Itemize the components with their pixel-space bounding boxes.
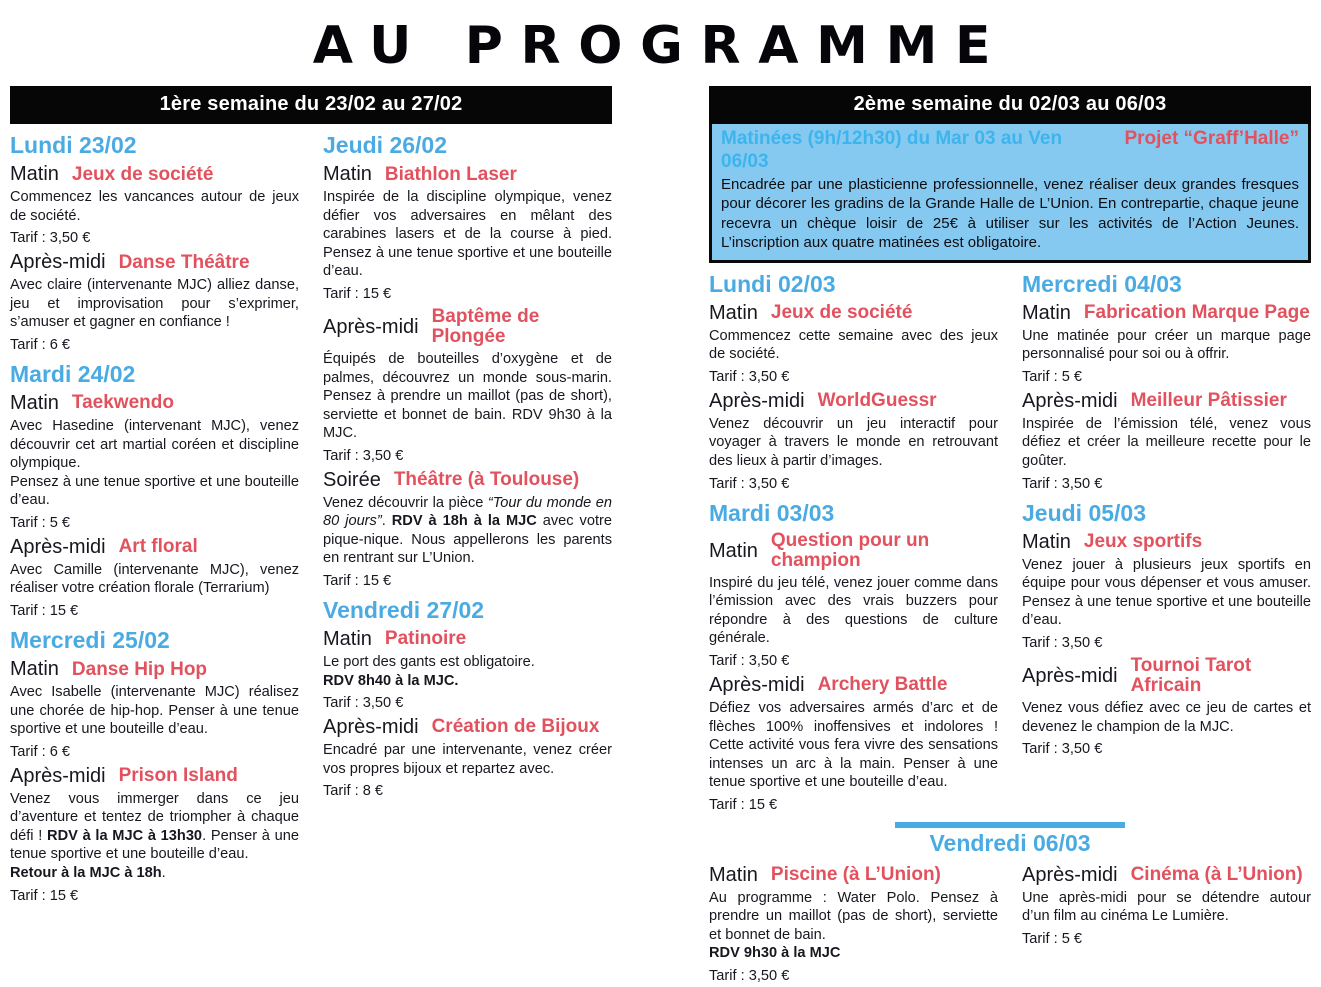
day-heading: Mardi 24/02	[10, 360, 136, 387]
day-block-lundi-02	[709, 272, 998, 492]
slot-header	[323, 307, 612, 348]
activity-title: Fabrication Marque Page	[1083, 302, 1310, 324]
activity-description: Défiez vos adversaires armés d’arc et de flèches 100% inoffensives et indolores ! Cette activité vous fera vivre des sensations intenses un arc à la main. Penser à une tenue sportive et une bouteille d’eau.	[709, 700, 998, 791]
activity-slot	[709, 531, 998, 669]
slot-header	[323, 716, 612, 739]
slot-header	[709, 864, 998, 887]
period-label: Après-midi	[323, 315, 419, 338]
slot-header	[1022, 656, 1311, 697]
period-label: Matin	[709, 539, 758, 562]
activity-description: Inspirée de la discipline olympique, venez défier vos adversaires en mêlant des carabines lasers et de la course à pied. Pensez à une tenue sportive et une bouteille d’eau.	[323, 189, 612, 280]
period-label: Matin	[1022, 301, 1071, 324]
day-heading: Vendredi 06/03	[929, 829, 1091, 856]
slot-header	[1022, 864, 1311, 887]
slot-header	[1022, 390, 1311, 413]
price-label: Tarif : 15 €	[10, 887, 79, 904]
graff-halle-info-box	[709, 124, 1311, 263]
info-box-project-title: Projet “Graff’Halle”	[1124, 128, 1299, 149]
price-label: Tarif : 6 €	[10, 743, 71, 760]
activity-description: Commencez cette semaine avec des jeux de société.	[709, 327, 998, 363]
activity-description: Une après-midi pour se détendre autour d’un film au cinéma Le Lumière.	[1022, 889, 1311, 925]
activity-title: Question pour un champion	[770, 529, 930, 572]
activity-description: Le port des gants est obligatoire. RDV 8h40 à la MJC.	[323, 654, 535, 689]
activity-slot	[10, 392, 299, 531]
day-heading: Mercredi 25/02	[10, 626, 170, 653]
activity-description: Équipés de bouteilles d’oxygène et de palmes, découvrez un monde sous-marin. Pensez à prendre un maillot (pas de short), serviette et bonnet de bain. RDV 9h30 à la MJC.	[323, 350, 612, 442]
activity-description: Commencez les vancances autour de jeux de société.	[10, 189, 299, 224]
activity-slot	[323, 163, 612, 302]
period-label: Matin	[10, 163, 59, 186]
activity-slot	[1022, 531, 1311, 651]
day-heading: Jeudi 05/03	[1022, 499, 1147, 526]
period-label: Soirée	[323, 468, 381, 491]
slot-header	[1022, 302, 1311, 325]
slot-header	[10, 765, 299, 788]
activity-slot	[323, 716, 612, 799]
activity-description: Venez vous immerger dans ce jeu d’aventure et tentez de triompher à chaque défi ! RDV à la MJC à 13h30. Penser à une tenue sportive et une bouteille d’eau. Retour à la MJC à 18h.	[10, 790, 299, 881]
activity-slot	[709, 864, 998, 984]
slot-header	[709, 302, 998, 325]
period-label: Après-midi	[709, 389, 805, 412]
price-label: Tarif : 15 €	[10, 602, 79, 619]
price-label: Tarif : 3,50 €	[709, 653, 790, 669]
price-label: Tarif : 8 €	[323, 783, 384, 800]
activity-slot	[323, 628, 612, 711]
activity-title: Danse Hip Hop	[71, 658, 208, 680]
price-label: Tarif : 6 €	[10, 336, 71, 353]
period-label: Après-midi	[323, 716, 419, 739]
activity-title: Taekwendo	[71, 392, 174, 414]
day-heading: Mardi 03/03	[709, 499, 835, 526]
price-label: Tarif : 15 €	[709, 796, 778, 813]
period-label: Après-midi	[709, 674, 805, 696]
activity-slot	[323, 469, 612, 589]
week1-panel	[10, 86, 612, 987]
activity-description: Venez jouer à plusieurs jeux sportifs en équipe pour vous dépenser et vous amuser. Pensez à une tenue sportive et une bouteille d’eau.	[1022, 556, 1311, 629]
activity-title: Jeux de société	[770, 302, 913, 324]
week2-columns	[709, 263, 1311, 816]
activity-slot	[1022, 390, 1311, 492]
period-label: Après-midi	[10, 251, 106, 274]
day-block-lundi-23	[10, 133, 299, 353]
activity-description: Venez découvrir un jeu interactif pour voyager à travers le monde en retrouvant des lieux à partir d’images.	[709, 415, 998, 470]
period-label: Après-midi	[1022, 389, 1118, 412]
slot-header	[10, 536, 299, 559]
activity-title: Archery Battle	[817, 674, 948, 696]
price-label: Tarif : 3,50 €	[709, 967, 790, 984]
price-label: Tarif : 15 €	[323, 285, 392, 302]
activity-slot	[10, 765, 299, 904]
slot-header	[10, 251, 299, 274]
period-label: Après-midi	[1022, 664, 1118, 687]
activity-description: Au programme : Water Polo. Pensez à prendre un maillot (pas de short), serviette et bonnet de bain. RDV 9h30 à la MJC	[709, 889, 998, 962]
period-label: Matin	[10, 658, 59, 681]
price-label: Tarif : 3,50 €	[323, 695, 404, 712]
activity-description: Venez découvrir la pièce “Tour du monde en 80 jours”. RDV à 18h à la MJC avec votre pique-nique. Nous appellerons les parents en rentrant sur L’Union.	[323, 494, 613, 567]
activity-title: Piscine (à L’Union)	[770, 863, 941, 885]
period-label: Matin	[1022, 530, 1071, 553]
friday-columns	[709, 859, 1311, 987]
day-block-mardi-24	[10, 362, 299, 619]
activity-slot	[1022, 656, 1311, 757]
activity-title: Baptême de Plongée	[431, 305, 540, 348]
price-label: Tarif : 3,50 €	[709, 368, 790, 385]
day-block-vendredi-27	[323, 598, 612, 799]
activity-description: Avec Isabelle (intervenante MJC) réalisez une chorée de hip-hop. Penser à une tenue sportive et une bouteille d’eau.	[10, 684, 299, 738]
price-label: Tarif : 5 €	[10, 514, 71, 531]
day-block-mercredi-04	[1022, 272, 1311, 492]
activity-description: Avec claire (intervenante MJC) alliez danse, jeu et improvisation pour s’exprimer, s’amuser et gagner en confiance !	[10, 277, 299, 331]
period-label: Après-midi	[1022, 863, 1118, 886]
activity-title: Art floral	[118, 536, 198, 558]
activity-title: Jeux sportifs	[1083, 531, 1203, 553]
activity-title: Tournoi Tarot Africain	[1130, 654, 1252, 697]
activity-slot	[10, 536, 299, 619]
friday-divider-bar	[895, 822, 1125, 828]
activity-slot	[10, 658, 299, 760]
info-box-header	[721, 128, 1299, 174]
activity-slot	[10, 163, 299, 246]
week2-panel	[709, 86, 1311, 987]
period-label: Matin	[709, 301, 758, 324]
slot-header	[323, 163, 612, 186]
slot-header	[709, 531, 998, 572]
week2-banner: 2ème semaine du 02/03 au 06/03	[709, 86, 1311, 124]
day-heading: Vendredi 27/02	[323, 596, 485, 623]
activity-title: Jeux de société	[71, 163, 214, 185]
activity-title: Théâtre (à Toulouse)	[393, 468, 580, 490]
activity-title: Prison Island	[118, 765, 238, 787]
day-heading: Jeudi 26/02	[323, 132, 448, 158]
slot-header	[10, 658, 299, 681]
period-label: Matin	[323, 628, 372, 651]
slot-header	[323, 628, 612, 651]
info-box-description: Encadrée par une plasticienne professionnelle, venez réaliser deux grandes fresques pour décorer les gradins de la Grande Halle de L’Union. En contrepartie, chaque jeune recevra un chèque loisir de 25€ à utiliser sur les activités de l’Action Jeunes. L’inscription aux quatre matinées est obligatoire.	[721, 175, 1299, 252]
activity-title: Cinéma (à L’Union)	[1130, 863, 1303, 885]
day-heading: Mercredi 04/03	[1022, 270, 1182, 297]
activity-slot	[709, 390, 998, 492]
activity-slot	[1022, 864, 1311, 947]
day-block-mardi-03	[709, 501, 998, 813]
slot-header	[10, 392, 299, 415]
day-block-jeudi-26	[323, 133, 612, 589]
friday-column-1	[709, 859, 998, 987]
activity-title: WorldGuessr	[817, 390, 937, 412]
price-label: Tarif : 3,50 €	[709, 475, 790, 492]
slot-header	[10, 163, 299, 186]
period-label: Après-midi	[10, 535, 106, 558]
friday-column-2	[1022, 859, 1311, 950]
info-box-dates: Matinées (9h/12h30) du Mar 03 au Ven 06/03	[721, 128, 1063, 172]
activity-description: Inspiré du jeu télé, venez jouer comme dans l’émission avec des vrais buzzers pour répondre à des questions de culture générale.	[709, 574, 998, 647]
activity-description: Venez vous défiez avec ce jeu de cartes et devenez le champion de la MJC.	[1022, 700, 1311, 735]
activity-title: Meilleur Pâtissier	[1130, 390, 1287, 412]
week-panels	[0, 86, 1321, 987]
price-label: Tarif : 3,50 €	[10, 230, 91, 247]
price-label: Tarif : 5 €	[1022, 368, 1083, 385]
activity-slot	[709, 674, 998, 813]
price-label: Tarif : 15 €	[323, 572, 392, 589]
week1-column-2	[323, 124, 612, 802]
activity-title: Danse Théâtre	[118, 251, 250, 273]
activity-slot	[10, 251, 299, 353]
activity-description: Avec Camille (intervenante MJC), venez réaliser votre création florale (Terrarium)	[10, 561, 299, 597]
activity-title: Patinoire	[384, 628, 467, 650]
slot-header	[709, 390, 998, 413]
activity-description: Encadré par une intervenante, venez créer vos propres bijoux et repartez avec.	[323, 742, 612, 777]
price-label: Tarif : 3,50 €	[1022, 634, 1103, 651]
activity-title: Biathlon Laser	[384, 163, 517, 185]
activity-description: Inspirée de l’émission télé, venez vous défiez et créer la meilleure recette pour le goûter.	[1022, 415, 1311, 470]
activity-title: Création de Bijoux	[431, 716, 600, 738]
price-label: Tarif : 5 €	[1022, 930, 1083, 947]
week2-column-2	[1022, 263, 1311, 760]
activity-slot	[1022, 302, 1311, 385]
slot-header	[1022, 531, 1311, 554]
week1-banner: 1ère semaine du 23/02 au 27/02	[10, 86, 612, 124]
period-label: Après-midi	[10, 764, 106, 787]
day-heading: Lundi 02/03	[709, 270, 836, 297]
activity-slot	[323, 307, 612, 464]
friday-section	[709, 822, 1311, 987]
activity-slot	[709, 302, 998, 385]
page-title: AU PROGRAMME	[312, 16, 1009, 76]
period-label: Matin	[10, 392, 59, 415]
price-label: Tarif : 3,50 €	[1022, 741, 1103, 758]
activity-description: Avec Hasedine (intervenant MJC), venez découvrir cet art martial coréen et discipline olympique. Pensez à une tenue sportive et une bouteille d’eau.	[10, 418, 299, 509]
price-label: Tarif : 3,50 €	[1022, 475, 1103, 492]
period-label: Matin	[323, 163, 372, 186]
activity-description: Une matinée pour créer un marque page personnalisé pour soi ou à offrir.	[1022, 327, 1311, 363]
week1-columns	[10, 124, 612, 907]
week1-column-1	[10, 124, 299, 907]
day-block-jeudi-05	[1022, 501, 1311, 758]
day-heading: Lundi 23/02	[10, 132, 137, 158]
price-label: Tarif : 3,50 €	[323, 447, 404, 464]
day-block-mercredi-25	[10, 628, 299, 904]
slot-header	[323, 469, 612, 492]
period-label: Matin	[709, 863, 758, 886]
slot-header	[709, 674, 998, 697]
week2-column-1	[709, 263, 998, 816]
